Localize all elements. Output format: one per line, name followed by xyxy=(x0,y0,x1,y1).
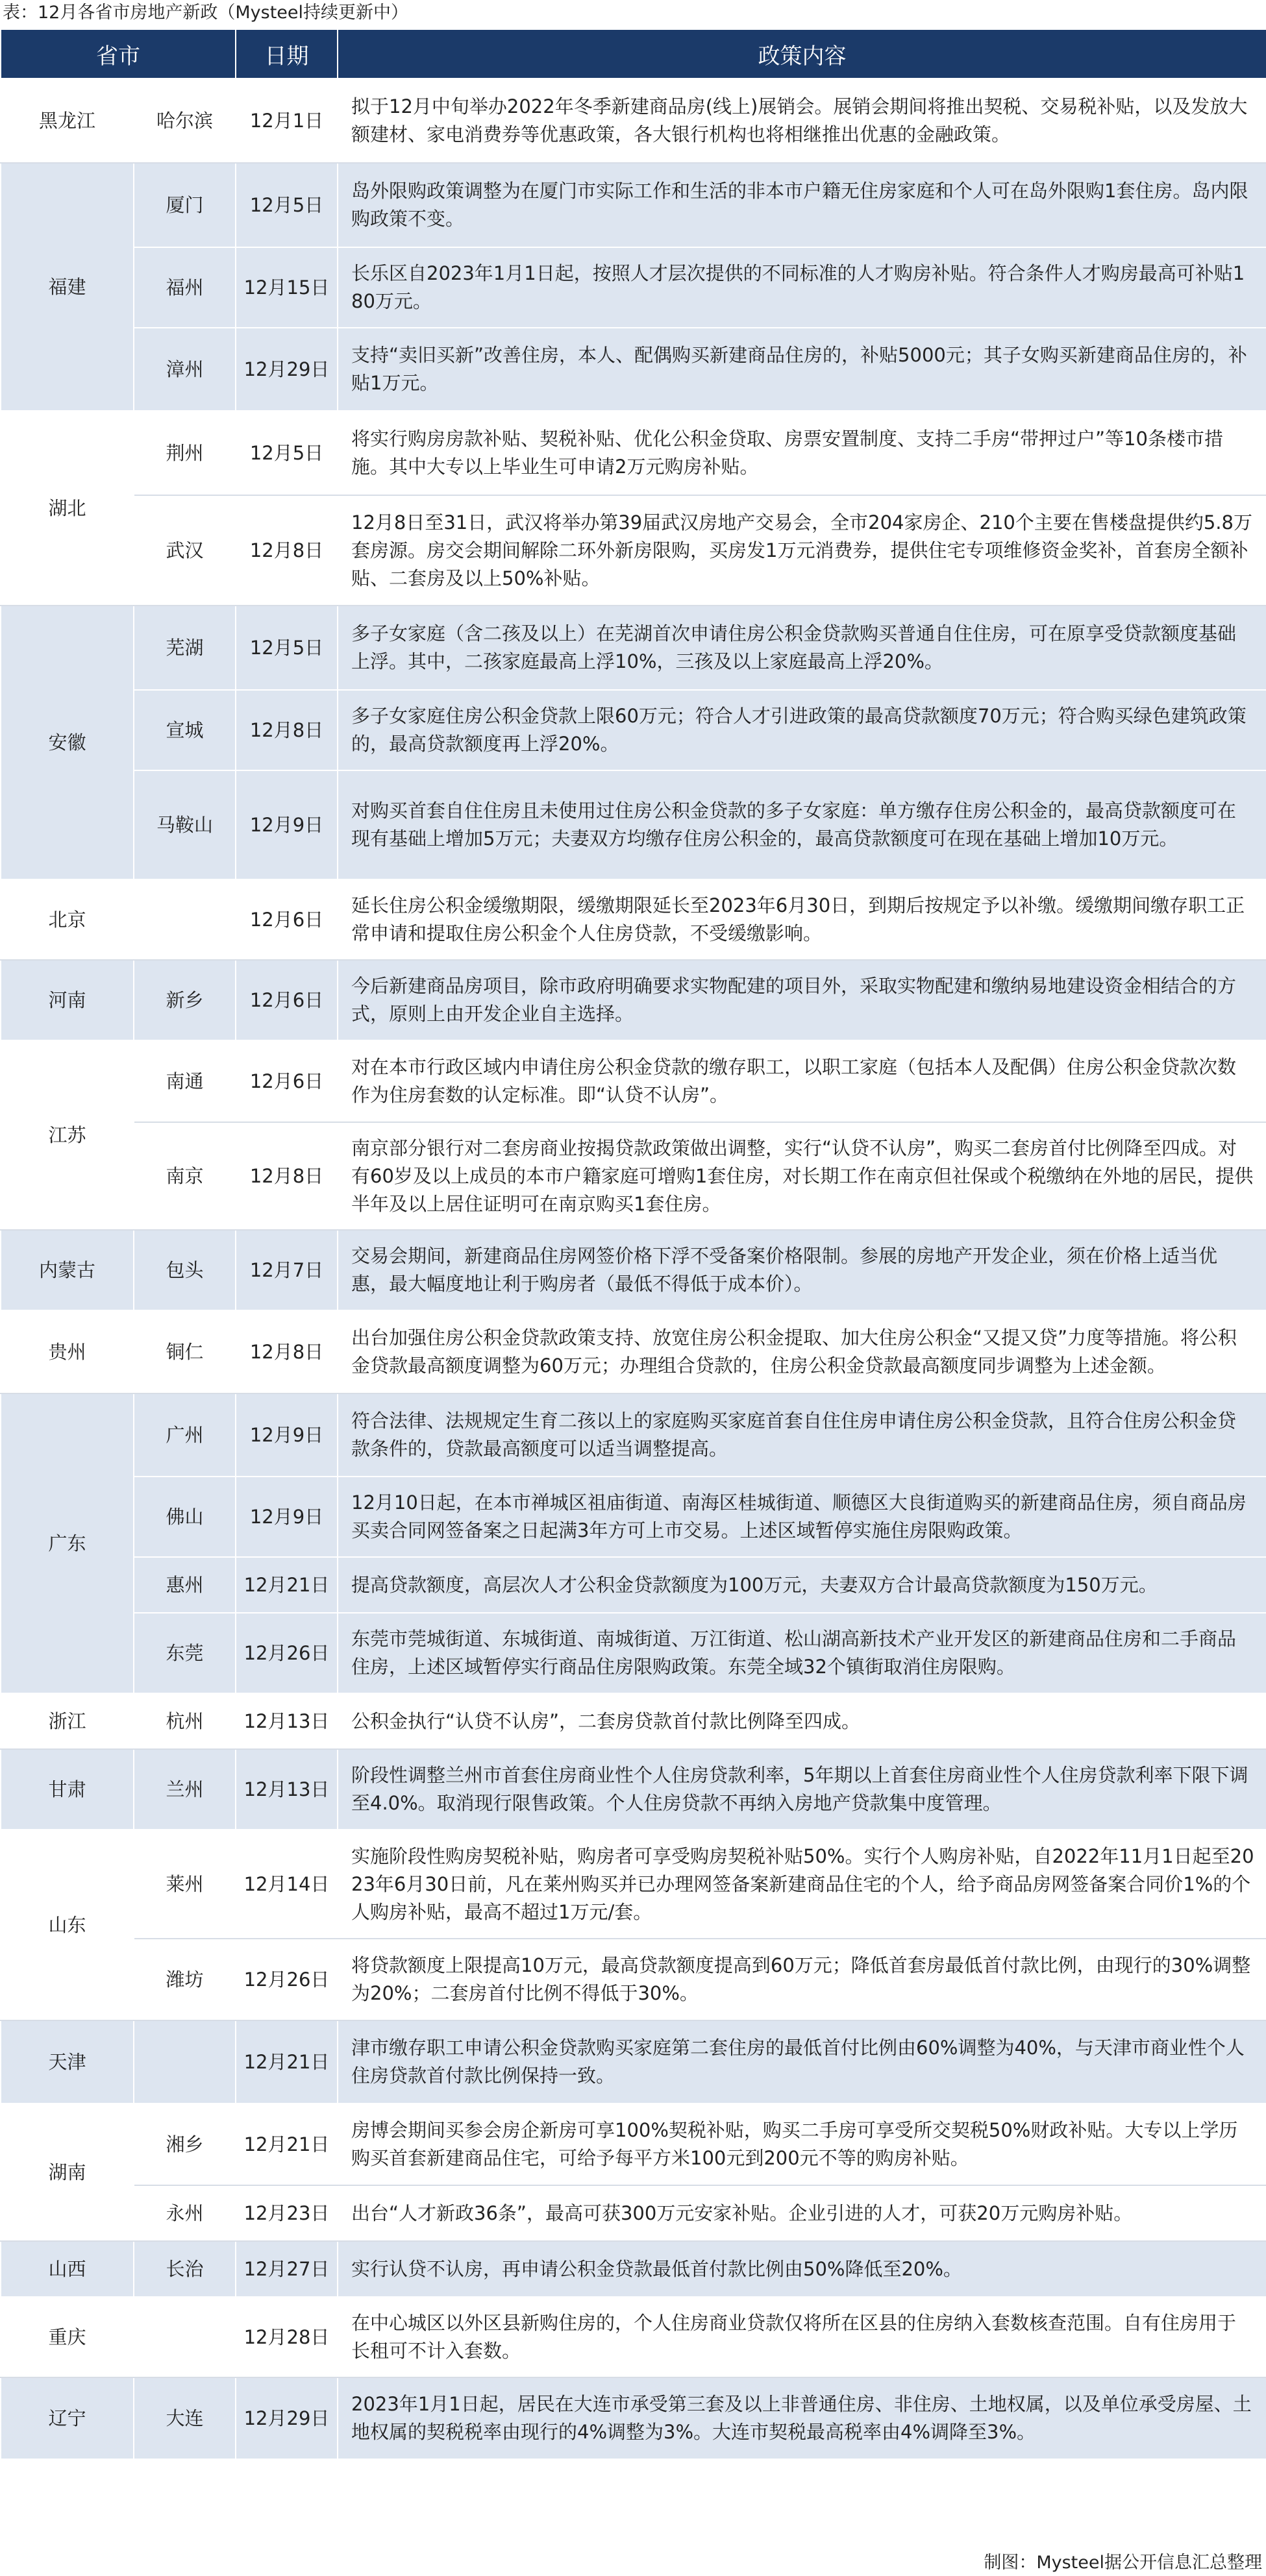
city-cell: 宣城 xyxy=(134,690,236,770)
date-cell: 12月9日 xyxy=(236,1477,338,1557)
city-cell: 兰州 xyxy=(134,1749,236,1830)
date-cell: 12月5日 xyxy=(236,606,338,690)
policy-content-cell: 津市缴存职工申请公积金贷款购买家庭第二套住房的最低首付比例由60%调整为40%，与天津市商业性个人住房贷款首付款比例保持一致。 xyxy=(338,2020,1266,2104)
date-cell: 12月14日 xyxy=(236,1830,338,1939)
date-cell: 12月29日 xyxy=(236,328,338,411)
city-cell: 哈尔滨 xyxy=(134,79,236,163)
table-row xyxy=(1,2241,1266,2297)
policy-content-cell: 12月10日起，在本市禅城区祖庙街道、南海区桂城街道、顺德区大良街道购买的新建商品住房，须自商品房买卖合同网签备案之日起满3年方可上市交易。上述区域暂停实施住房限购政策。 xyxy=(338,1477,1266,1557)
date-cell: 12月8日 xyxy=(236,495,338,606)
city-cell: 包头 xyxy=(134,1230,236,1310)
policy-content-cell: 多子女家庭（含二孩及以上）在芜湖首次申请住房公积金贷款购买普通自住住房，可在原享受贷款额度基础上浮。其中，二孩家庭最高上浮10%，三孩及以上家庭最高上浮20%。 xyxy=(338,606,1266,690)
table-row xyxy=(1,328,1266,411)
date-cell: 12月15日 xyxy=(236,247,338,328)
table-row xyxy=(1,879,1266,960)
policy-content-cell: 对购买首套自住住房且未使用过住房公积金贷款的多子女家庭：单方缴存住房公积金的，最高贷款额度可在现有基础上增加5万元；夫妻双方均缴存住房公积金的，最高贷款额度可在现在基础上增加10万元。 xyxy=(338,770,1266,879)
province-cell: 天津 xyxy=(1,2020,134,2104)
city-cell: 湘乡 xyxy=(134,2104,236,2185)
table-row xyxy=(1,2104,1266,2185)
date-cell: 12月9日 xyxy=(236,1393,338,1477)
policy-content-cell: 支持“卖旧买新”改善住房，本人、配偶购买新建商品住房的，补贴5000元；其子女购买新建商品住房的，补贴1万元。 xyxy=(338,328,1266,411)
table-row xyxy=(1,1310,1266,1393)
city-cell: 佛山 xyxy=(134,1477,236,1557)
province-cell: 湖北 xyxy=(1,411,134,606)
policy-content-cell: 东莞市莞城街道、东城街道、南城街道、万江街道、松山湖高新技术产业开发区的新建商品住房和二手商品住房，上述区域暂停实行商品住房限购政策。东莞全域32个镇街取消住房限购。 xyxy=(338,1613,1266,1693)
city-cell xyxy=(134,879,236,960)
city-cell: 铜仁 xyxy=(134,1310,236,1393)
policy-content-cell: 拟于12月中旬举办2022年冬季新建商品房(线上)展销会。展销会期间将推出契税、交易税补贴，以及发放大额建材、家电消费券等优惠政策，各大银行机构也将相继推出优惠的金融政策。 xyxy=(338,79,1266,163)
province-cell: 内蒙古 xyxy=(1,1230,134,1310)
province-cell: 安徽 xyxy=(1,606,134,879)
city-cell: 广州 xyxy=(134,1393,236,1477)
table-row xyxy=(1,495,1266,606)
date-cell: 12月26日 xyxy=(236,1613,338,1693)
policy-content-cell: 将实行购房房款补贴、契税补贴、优化公积金贷取、房票安置制度、支持二手房“带押过户”等10条楼市措施。其中大专以上毕业生可申请2万元购房补贴。 xyxy=(338,411,1266,495)
table-row xyxy=(1,690,1266,770)
table-row xyxy=(1,411,1266,495)
policy-content-cell: 公积金执行“认贷不认房”，二套房贷款首付款比例降至四成。 xyxy=(338,1693,1266,1749)
province-cell: 河南 xyxy=(1,960,134,1040)
policy-content-cell: 在中心城区以外区县新购住房的，个人住房商业贷款仅将所在区县的住房纳入套数核查范围。自有住房用于长租可不计入套数。 xyxy=(338,2297,1266,2377)
date-cell: 12月1日 xyxy=(236,79,338,163)
city-cell: 惠州 xyxy=(134,1557,236,1613)
city-cell: 东莞 xyxy=(134,1613,236,1693)
province-cell: 甘肃 xyxy=(1,1749,134,1830)
province-cell: 湖南 xyxy=(1,2104,134,2241)
city-cell: 杭州 xyxy=(134,1693,236,1749)
date-cell: 12月5日 xyxy=(236,411,338,495)
table-row xyxy=(1,770,1266,879)
province-cell: 浙江 xyxy=(1,1693,134,1749)
city-cell: 马鞍山 xyxy=(134,770,236,879)
date-cell: 12月7日 xyxy=(236,1230,338,1310)
table-row xyxy=(1,1939,1266,2020)
city-cell xyxy=(134,2297,236,2377)
date-cell: 12月21日 xyxy=(236,2020,338,2104)
policy-content-cell: 房博会期间买参会房企新房可享100%契税补贴，购买二手房可享受所交契税50%财政补贴。大专以上学历购买首套新建商品住宅，可给予每平方米100元到200元不等的购房补贴。 xyxy=(338,2104,1266,2185)
table-row xyxy=(1,1393,1266,1477)
table-caption: 表：12月各省市房地产新政（Mysteel持续更新中） xyxy=(3,3,409,23)
table-row xyxy=(1,2185,1266,2241)
date-cell: 12月6日 xyxy=(236,960,338,1040)
header-date: 日期 xyxy=(236,29,338,79)
table-row xyxy=(1,1040,1266,1122)
header-province-city: 省市 xyxy=(1,29,236,79)
date-cell: 12月8日 xyxy=(236,1310,338,1393)
city-cell: 长治 xyxy=(134,2241,236,2297)
city-cell xyxy=(134,2020,236,2104)
city-cell: 大连 xyxy=(134,2377,236,2459)
date-cell: 12月13日 xyxy=(236,1749,338,1830)
city-cell: 南通 xyxy=(134,1040,236,1122)
city-cell: 永州 xyxy=(134,2185,236,2241)
city-cell: 潍坊 xyxy=(134,1939,236,2020)
date-cell: 12月5日 xyxy=(236,163,338,247)
policy-content-cell: 出台“人才新政36条”，最高可获300万元安家补贴。企业引进的人才，可获20万元购房补贴。 xyxy=(338,2185,1266,2241)
date-cell: 12月23日 xyxy=(236,2185,338,2241)
header-row xyxy=(1,29,1266,79)
table-row xyxy=(1,606,1266,690)
policy-content-cell: 2023年1月1日起，居民在大连市承受第三套及以上非普通住房、非住房、土地权属，以及单位承受房屋、土地权属的契税税率由现行的4%调整为3%。大连市契税最高税率由4%调降至3%。 xyxy=(338,2377,1266,2459)
table-row xyxy=(1,163,1266,247)
province-cell: 辽宁 xyxy=(1,2377,134,2459)
city-cell: 厦门 xyxy=(134,163,236,247)
date-cell: 12月13日 xyxy=(236,1693,338,1749)
city-cell: 武汉 xyxy=(134,495,236,606)
date-cell: 12月9日 xyxy=(236,770,338,879)
policy-content-cell: 提高贷款额度，高层次人才公积金贷款额度为100万元，夫妻双方合计最高贷款额度为150万元。 xyxy=(338,1557,1266,1613)
policy-content-cell: 实行认贷不认房，再申请公积金贷款最低首付款比例由50%降低至20%。 xyxy=(338,2241,1266,2297)
policy-content-cell: 交易会期间，新建商品住房网签价格下浮不受备案价格限制。参展的房地产开发企业，须在价格上适当优惠，最大幅度地让利于购房者（最低不得低于成本价）。 xyxy=(338,1230,1266,1310)
city-cell: 南京 xyxy=(134,1122,236,1230)
date-cell: 12月6日 xyxy=(236,1040,338,1122)
table-row xyxy=(1,1830,1266,1939)
source-note: 制图：Mysteel据公开信息汇总整理 xyxy=(984,2553,1262,2573)
date-cell: 12月8日 xyxy=(236,690,338,770)
table-row xyxy=(1,1613,1266,1693)
city-cell: 漳州 xyxy=(134,328,236,411)
city-cell: 荆州 xyxy=(134,411,236,495)
policy-content-cell: 实施阶段性购房契税补贴，购房者可享受购房契税补贴50%。实行个人购房补贴，自2022年11月1日起至2023年6月30日前，凡在莱州购买并已办理网签备案新建商品住宅的个人，给予商品房网签备案合同价1%的个人购房补贴，最高不超过1万元/套。 xyxy=(338,1830,1266,1939)
table-row xyxy=(1,960,1266,1040)
province-cell: 山西 xyxy=(1,2241,134,2297)
policy-table xyxy=(0,29,1266,2460)
policy-content-cell: 岛外限购政策调整为在厦门市实际工作和生活的非本市户籍无住房家庭和个人可在岛外限购1套住房。岛内限购政策不变。 xyxy=(338,163,1266,247)
province-cell: 福建 xyxy=(1,163,134,411)
date-cell: 12月27日 xyxy=(236,2241,338,2297)
policy-content-cell: 延长住房公积金缓缴期限，缓缴期限延长至2023年6月30日，到期后按规定予以补缴。缓缴期间缴存职工正常申请和提取住房公积金个人住房贷款，不受缓缴影响。 xyxy=(338,879,1266,960)
header-content: 政策内容 xyxy=(338,29,1266,79)
table-row xyxy=(1,1477,1266,1557)
policy-content-cell: 对在本市行政区域内申请住房公积金贷款的缴存职工，以职工家庭（包括本人及配偶）住房公积金贷款次数作为住房套数的认定标准。即“认贷不认房”。 xyxy=(338,1040,1266,1122)
table-body xyxy=(1,79,1266,2459)
table-row xyxy=(1,1122,1266,1230)
province-cell: 山东 xyxy=(1,1830,134,2020)
table-row xyxy=(1,247,1266,328)
table-row xyxy=(1,2020,1266,2104)
policy-content-cell: 符合法律、法规规定生育二孩以上的家庭购买家庭首套自住住房申请住房公积金贷款，且符合住房公积金贷款条件的，贷款最高额度可以适当调整提高。 xyxy=(338,1393,1266,1477)
table-row xyxy=(1,1693,1266,1749)
city-cell: 莱州 xyxy=(134,1830,236,1939)
table-row xyxy=(1,2377,1266,2459)
table-row xyxy=(1,1557,1266,1613)
date-cell: 12月26日 xyxy=(236,1939,338,2020)
province-cell: 江苏 xyxy=(1,1040,134,1230)
province-cell: 贵州 xyxy=(1,1310,134,1393)
province-cell: 黑龙江 xyxy=(1,79,134,163)
date-cell: 12月29日 xyxy=(236,2377,338,2459)
policy-content-cell: 多子女家庭住房公积金贷款上限60万元；符合人才引进政策的最高贷款额度70万元；符合购买绿色建筑政策的，最高贷款额度再上浮20%。 xyxy=(338,690,1266,770)
policy-content-cell: 今后新建商品房项目，除市政府明确要求实物配建的项目外，采取实物配建和缴纳易地建设资金相结合的方式，原则上由开发企业自主选择。 xyxy=(338,960,1266,1040)
province-cell: 北京 xyxy=(1,879,134,960)
table-row xyxy=(1,79,1266,163)
policy-content-cell: 将贷款额度上限提高10万元，最高贷款额度提高到60万元；降低首套房最低首付款比例，由现行的30%调整为20%；二套房首付比例不得低于30%。 xyxy=(338,1939,1266,2020)
city-cell: 新乡 xyxy=(134,960,236,1040)
policy-content-cell: 南京部分银行对二套房商业按揭贷款政策做出调整，实行“认贷不认房”，购买二套房首付比例降至四成。对有60岁及以上成员的本市户籍家庭可增购1套住房，对长期工作在南京但社保或个税缴纳在外地的居民，提供半年及以上居住证明可在南京购买1套住房。 xyxy=(338,1122,1266,1230)
date-cell: 12月28日 xyxy=(236,2297,338,2377)
policy-content-cell: 长乐区自2023年1月1日起，按照人才层次提供的不同标准的人才购房补贴。符合条件人才购房最高可补贴180万元。 xyxy=(338,247,1266,328)
province-cell: 重庆 xyxy=(1,2297,134,2377)
city-cell: 福州 xyxy=(134,247,236,328)
policy-content-cell: 出台加强住房公积金贷款政策支持、放宽住房公积金提取、加大住房公积金“又提又贷”力度等措施。将公积金贷款最高额度调整为60万元；办理组合贷款的，住房公积金贷款最高额度同步调整为上述金额。 xyxy=(338,1310,1266,1393)
date-cell: 12月8日 xyxy=(236,1122,338,1230)
table-row xyxy=(1,2297,1266,2377)
city-cell: 芜湖 xyxy=(134,606,236,690)
policy-content-cell: 12月8日至31日，武汉将举办第39届武汉房地产交易会，全市204家房企、210个主要在售楼盘提供约5.8万套房源。房交会期间解除二环外新房限购，买房发1万元消费券，提供住宅专项维修资金奖补，首套房全额补贴、二套房及以上50%补贴。 xyxy=(338,495,1266,606)
province-cell: 广东 xyxy=(1,1393,134,1693)
date-cell: 12月6日 xyxy=(236,879,338,960)
date-cell: 12月21日 xyxy=(236,1557,338,1613)
policy-content-cell: 阶段性调整兰州市首套住房商业性个人住房贷款利率，5年期以上首套住房商业性个人住房贷款利率下限下调至4.0%。取消现行限售政策。个人住房贷款不再纳入房地产贷款集中度管理。 xyxy=(338,1749,1266,1830)
table-row xyxy=(1,1230,1266,1310)
table-row xyxy=(1,1749,1266,1830)
date-cell: 12月21日 xyxy=(236,2104,338,2185)
